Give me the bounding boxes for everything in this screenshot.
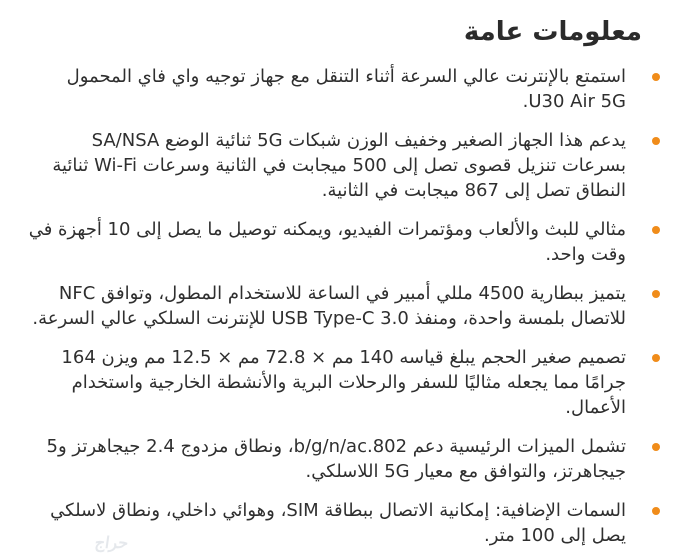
feature-item <box>28 281 668 331</box>
feature-text: مثالي للبث والألعاب ومؤتمرات الفيديو، ويمكنه توصيل ما يصل إلى 10 أجهزة في وقت واحد. <box>28 219 626 265</box>
feature-text: تصميم صغير الحجم يبلغ قياسه 140 مم × 72.8 مم × 12.5 مم ويزن 164 جرامًا مما يجعله مثاليًا للسفر والرحلات البرية والأنشطة الخارجية واستخدام الأعمال. <box>61 347 626 418</box>
bullet-icon <box>652 226 660 234</box>
bullet-icon <box>652 507 660 515</box>
feature-text: يتميز ببطارية 4500 مللي أمبير في الساعة للاستخدام المطول، وتوافق NFC للاتصال بلمسة واحدة، ومنفذ USB Type-C 3.0 للإنترنت السلكي عالي السرعة. <box>32 283 626 329</box>
features-list <box>28 64 668 548</box>
bullet-icon <box>652 73 660 81</box>
feature-text: السمات الإضافية: إمكانية الاتصال ببطاقة SIM، وهوائي داخلي، ونطاق لاسلكي يصل إلى 100 متر. <box>50 500 626 546</box>
bullet-icon <box>652 137 660 145</box>
feature-text: استمتع بالإنترنت عالي السرعة أثناء التنقل مع جهاز توجيه واي فاي المحمول U30 Air 5G. <box>66 66 626 112</box>
feature-item <box>28 498 668 548</box>
feature-item <box>28 64 668 114</box>
feature-text: تشمل الميزات الرئيسية دعم b/g/n/ac.802، ونطاق مزدوج 2.4 جيجاهرتز و5 جيجاهرتز، والتوافق مع معيار 5G اللاسلكي. <box>46 436 626 482</box>
feature-item <box>28 345 668 420</box>
feature-item <box>28 128 668 203</box>
bullet-icon <box>652 290 660 298</box>
feature-text: يدعم هذا الجهاز الصغير وخفيف الوزن شبكات 5G ثنائية الوضع SA/NSA بسرعات تنزيل قصوى تصل إلى 500 ميجابت في الثانية وسرعات Wi-Fi ثنائية النطاق تصل إلى 867 ميجابت في الثانية. <box>52 130 626 201</box>
feature-item <box>28 434 668 484</box>
section-title: معلومات عامة <box>463 17 642 47</box>
feature-item <box>28 217 668 267</box>
watermark-logo: حراج <box>93 535 130 552</box>
bullet-icon <box>652 443 660 451</box>
bullet-icon <box>652 354 660 362</box>
